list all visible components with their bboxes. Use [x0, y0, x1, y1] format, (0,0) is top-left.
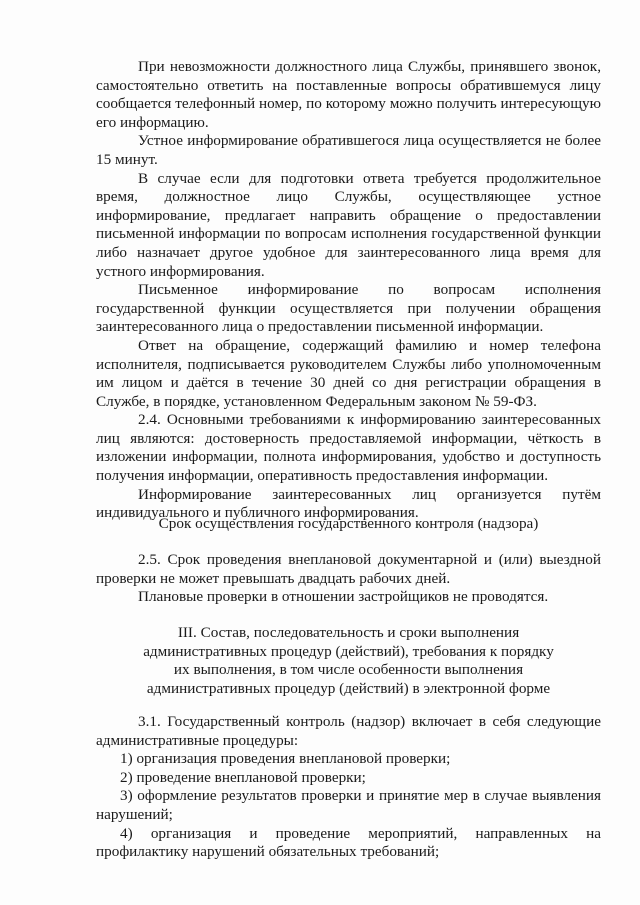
section-iii-title-line-4: административных процедур (действий) в электронной форме [146, 679, 551, 697]
paragraph-inspection-term: 2.5. Срок проведения внеплановой документарной и (или) выездной проверки не может превышать двадцать рабочих дней. [96, 551, 601, 587]
paragraph-long-preparation: В случае если для подготовки ответа требуется продолжительное время, должностное лицо Службы, осуществляющее устное информирование, предлагает направить обращение о предоставлении письменной информации по вопросам исполнения государственной функции либо назначает другое удобное для заинтересованного лица время для устного информирования. [96, 169, 601, 280]
paragraph-written-info: Письменное информирование по вопросам исполнения государственной функции осуществляется при получении обращения заинтересованного лица о предоставлении письменной информации. [96, 281, 601, 336]
list-item-procedure-3: 3) оформление результатов проверки и принятие мер в случае выявления нарушений; [96, 787, 601, 823]
paragraph-response: Ответ на обращение, содержащий фамилию и номер телефона исполнителя, подписывается руководителем Службы либо уполномоченным им лицом и даётся в течение 30 дней со дня регистрации обращения в Службе, в порядке, установленном Федеральным законом № 59-ФЗ. [96, 336, 601, 410]
paragraph-procedures-intro: 3.1. Государственный контроль (надзор) включает в себя следующие административные процедуры: [96, 713, 601, 749]
list-item-procedure-2: 2) проведение внеплановой проверки; [120, 768, 366, 786]
paragraph-oral-duration: Устное информирование обратившегося лица осуществляется не более 15 минут. [96, 132, 601, 168]
paragraph-phone-redirect: При невозможности должностного лица Службы, принявшего звонок, самостоятельно ответить на поставленные вопросы обратившемуся лицу сообщается телефонный номер, по которому можно получить интересующую его информацию. [96, 58, 601, 131]
section-iii-title-line-2: административных процедур (действий), требования к порядку [143, 642, 554, 660]
paragraph-informing-forms: Информирование заинтересованных лиц организуется путём индивидуального и публичного информирования. [96, 485, 601, 522]
list-item-procedure-1: 1) организация проведения внеплановой проверки; [120, 750, 451, 768]
section-term-body [96, 551, 601, 607]
section-iii-body [96, 713, 601, 862]
paragraph-requirements: 2.4. Основными требованиями к информированию заинтересованных лиц являются: достоверность предоставляемой информации, чёткость в изложении информации, полнота информирования, удобство и доступность получения информации, оперативность предоставления информации. [96, 411, 601, 485]
section-iii-title-line-1: III. Состав, последовательность и сроки выполнения [177, 624, 520, 641]
section-iii-title-line-3: их выполнения, в том числе особенности выполнения [173, 661, 524, 679]
list-item-procedure-4: 4) организация и проведение мероприятий, направленных на профилактику нарушений обязательных требований; [96, 824, 601, 861]
section-term [96, 515, 601, 534]
paragraph-planned-inspections: Плановые проверки в отношении застройщиков не проводятся. [138, 588, 549, 606]
section-term-title: Срок осуществления государственного контроля (надзора) [158, 515, 539, 532]
information-paragraphs [96, 58, 601, 523]
section-iii-title [96, 624, 601, 698]
